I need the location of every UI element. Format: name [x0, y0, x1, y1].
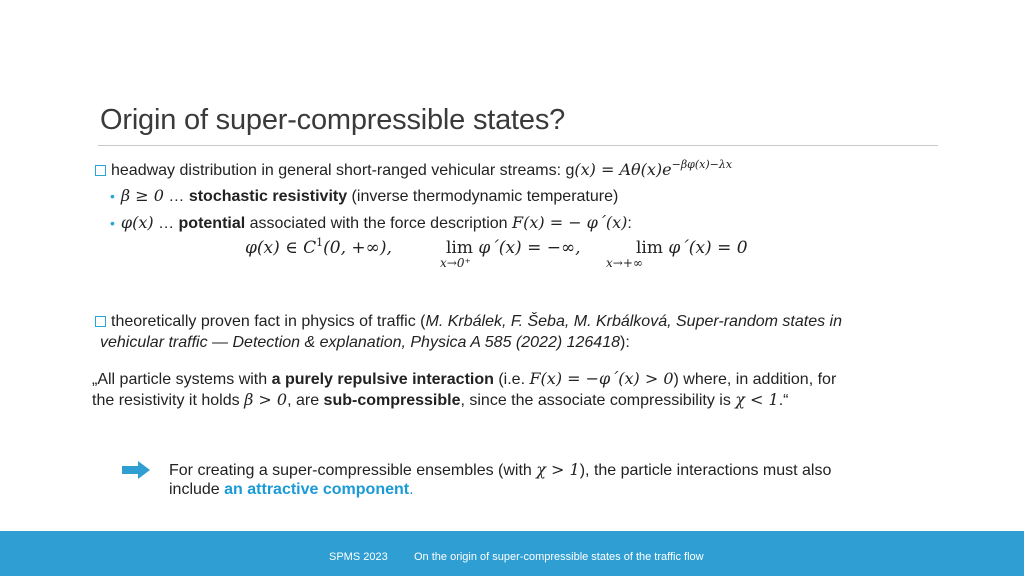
- quote-text: , are: [287, 392, 324, 409]
- bullet-headway-text: headway distribution in general short-ranged vehicular streams: g: [111, 162, 575, 179]
- lim-word: lim: [636, 238, 663, 258]
- reference-close: ):: [620, 334, 630, 351]
- proven-fact-text: theoretically proven fact in physics of traffic (: [111, 313, 426, 330]
- colon: :: [627, 215, 632, 232]
- term-stochastic-resistivity: stochastic resistivity: [188, 188, 348, 205]
- attractive-component-highlight: an attractive component: [224, 481, 410, 498]
- lim-subscript-zero: x→0⁺: [440, 256, 471, 270]
- quote-text: the resistivity it holds: [92, 392, 245, 409]
- potential-description: associated with the force description: [245, 215, 512, 232]
- conclusion-period: .: [409, 481, 414, 498]
- force-formula: F(x) = − φ´(x): [512, 213, 628, 232]
- conclusion-line1: [169, 460, 831, 480]
- quote-bold-repulsive: a purely repulsive interaction: [271, 371, 494, 388]
- limit-zero: [440, 238, 581, 270]
- reference-line1: M. Krbálek, F. Šeba, M. Krbálková, Super-random states in: [425, 313, 843, 330]
- quote-text: , since the associate compressibility is: [460, 392, 736, 409]
- quote-force-formula: F(x) = −φ´(x) > 0: [529, 369, 674, 388]
- lim-word: lim: [446, 238, 473, 258]
- footer-conference: SPMS 2023: [329, 551, 388, 563]
- dot-bullet-icon: •: [110, 188, 115, 204]
- subbullet-resistivity: [110, 186, 618, 206]
- term-potential: potential: [178, 215, 246, 232]
- bullet-proven-fact-cont: [100, 334, 630, 352]
- bullet-proven-fact: [95, 313, 842, 331]
- footer-talk-title: On the origin of super-compressible states of the traffic flow: [414, 551, 704, 563]
- quote-text: .“: [778, 392, 789, 409]
- reference-line2: vehicular traffic — Detection & explanation, Physica A 585 (2022) 126418: [100, 334, 620, 351]
- conclusion-text: For creating a super-compressible ensembles (with: [169, 462, 537, 479]
- condition-smoothness-rest: (0, +∞),: [323, 238, 392, 258]
- quote-line2: [92, 390, 789, 410]
- dot-bullet-icon: •: [110, 215, 115, 231]
- condition-smoothness: φ(x) ∈ C: [245, 238, 317, 258]
- quote-line1: [92, 369, 836, 389]
- conclusion-line2: [169, 481, 414, 499]
- quote-text: „All particle systems with: [92, 371, 272, 388]
- quote-text: (i.e.: [493, 371, 530, 388]
- limit-infinity-expr: φ´(x) = 0: [663, 238, 748, 258]
- bullet-headway: [95, 160, 732, 180]
- conclusion-text: include: [169, 481, 225, 498]
- slide-title: Origin of super-compressible states?: [100, 104, 566, 136]
- conclusion-text: ), the particle interactions must also: [579, 462, 832, 479]
- quote-bold-subcompressible: sub-compressible: [323, 392, 461, 409]
- lim-subscript-infinity: x→+∞: [606, 256, 643, 270]
- phi-symbol: φ(x): [120, 213, 154, 232]
- quote-beta-formula: β > 0: [244, 390, 288, 409]
- ellipsis: …: [153, 215, 179, 232]
- checkbox-bullet-icon: [95, 165, 106, 176]
- beta-condition: β ≥ 0: [120, 186, 164, 205]
- quote-chi-formula: χ < 1: [735, 390, 779, 409]
- right-arrow-icon: [122, 461, 150, 479]
- ellipsis: …: [163, 188, 189, 205]
- limit-zero-expr: φ´(x) = −∞,: [473, 238, 581, 258]
- subbullet-potential: [110, 213, 632, 233]
- quote-text: ) where, in addition, for: [673, 371, 837, 388]
- headway-formula-exponent: −βφ(x)−λx: [671, 158, 733, 171]
- limit-infinity: [606, 238, 748, 270]
- condition-smoothness-sup: 1: [316, 236, 324, 249]
- resistivity-description: (inverse thermodynamic temperature): [347, 188, 619, 205]
- headway-formula: (x) = Aθ(x)e: [574, 160, 672, 179]
- conclusion-chi-formula: χ > 1: [536, 460, 580, 479]
- checkbox-bullet-icon: [95, 316, 106, 327]
- potential-conditions: [245, 238, 392, 258]
- title-divider: [98, 145, 938, 146]
